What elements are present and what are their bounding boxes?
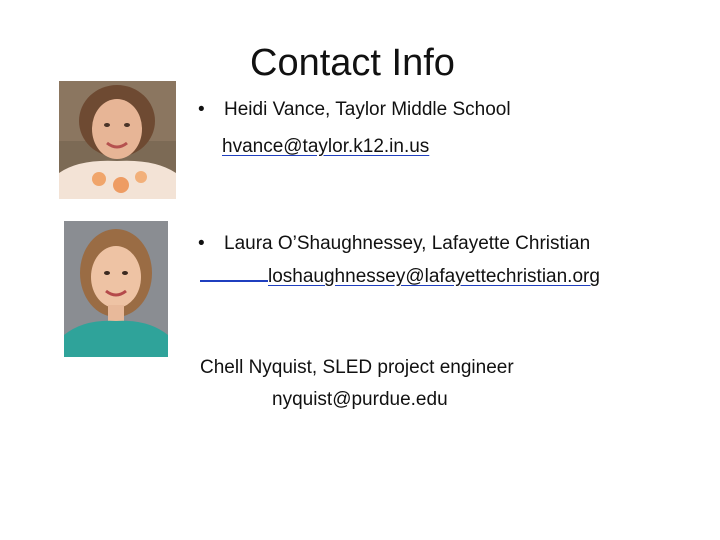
email-link-laura-oshaughnessey[interactable]	[200, 265, 600, 288]
heidi-vance-photo	[59, 81, 176, 199]
email-text[interactable]: loshaughnessey@lafayettechristian.org	[268, 266, 600, 287]
contact-name: Laura O’Shaughnessey, Lafayette Christian	[224, 233, 591, 254]
underline-pad	[200, 265, 268, 282]
laura-oshaughnessey-photo	[64, 221, 168, 357]
bullet-icon: •	[198, 99, 205, 120]
bullet-icon: •	[198, 233, 205, 254]
contact-line-laura-oshaughnessey	[198, 233, 590, 255]
contact-line-heidi-vance	[198, 99, 511, 121]
email-chell-nyquist: nyquist@purdue.edu	[272, 389, 448, 410]
email-link-heidi-vance[interactable]: hvance@taylor.k12.in.us	[222, 136, 430, 157]
contact-line-chell-nyquist: Chell Nyquist, SLED project engineer	[200, 357, 514, 378]
contact-name: Heidi Vance, Taylor Middle School	[224, 99, 511, 120]
slide-title: Contact Info	[250, 42, 455, 84]
